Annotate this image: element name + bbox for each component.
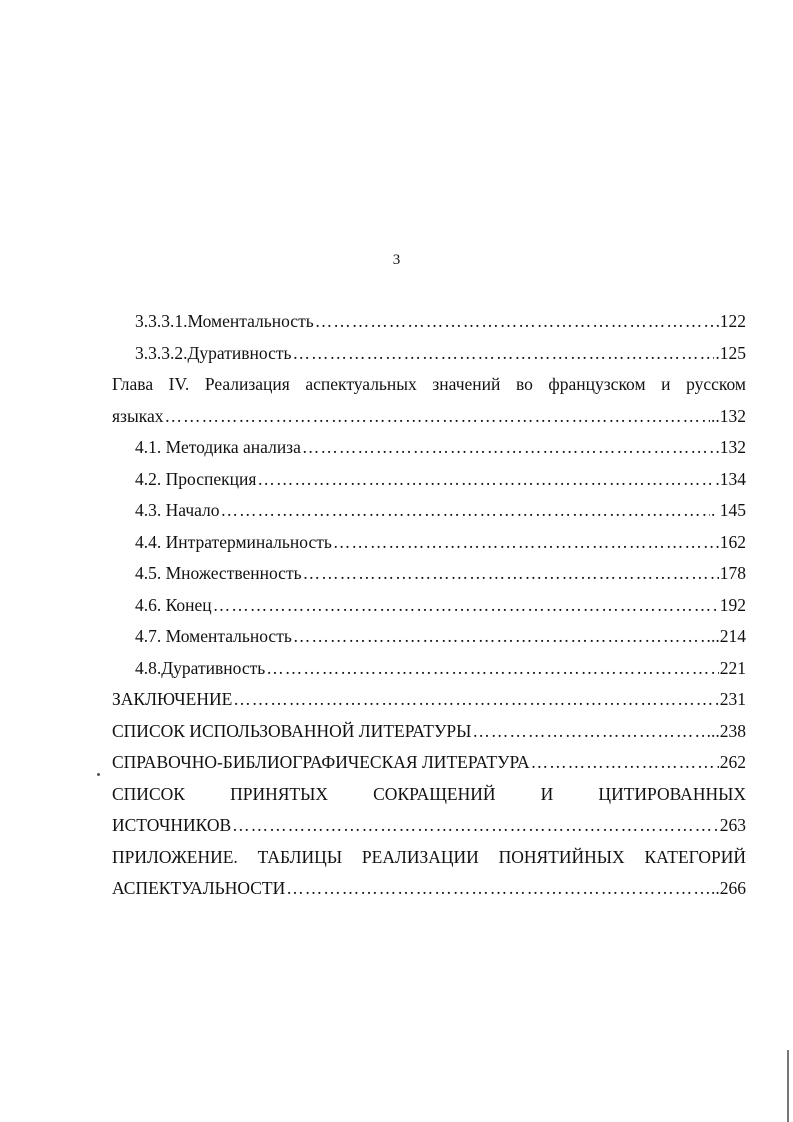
toc-entry-page: ..266: [711, 878, 746, 898]
dot-leader: [221, 495, 710, 527]
dot-leader: [333, 527, 715, 559]
toc-entry-title: 4.2. Проспекция: [135, 468, 257, 489]
toc-entry-4-4[interactable]: [112, 527, 746, 559]
toc-entry-page: . 145: [711, 500, 746, 520]
toc-entry-title: 4.7. Моментальность: [135, 626, 292, 646]
toc-entry-page: ..132: [711, 405, 746, 426]
scan-speck: [97, 773, 100, 776]
toc-entry-4-3[interactable]: [112, 495, 746, 527]
toc-entry-appendix-cont[interactable]: [112, 873, 746, 905]
toc-entry-title-continuation: АСПЕКТУАЛЬНОСТИ: [112, 878, 286, 898]
toc-entry-title: 4.3. Начало: [135, 500, 220, 520]
toc-entry-reference-literature[interactable]: [112, 747, 746, 779]
dot-leader: [266, 653, 719, 685]
toc-entry-title: 3.3.3.1.Моментальность: [135, 311, 314, 331]
toc-entry-title: 4.8.Дуративность: [135, 657, 266, 678]
toc-entry-page: 178: [719, 563, 746, 583]
toc-entry-3-3-3-2[interactable]: [112, 338, 746, 370]
toc-entry-3-3-3-1[interactable]: [112, 306, 746, 338]
dot-leader: [232, 810, 719, 842]
scan-edge-mark: [787, 1050, 789, 1122]
toc-entry-page: 132: [719, 437, 746, 457]
toc-entry-page: 221: [719, 657, 746, 678]
toc-entry-page: 263: [719, 815, 746, 835]
toc-entry-page: .125: [715, 342, 746, 363]
toc-entry-4-6[interactable]: [112, 590, 746, 622]
toc-entry-4-2[interactable]: [112, 464, 746, 496]
toc-entry-page: 262: [719, 752, 746, 772]
toc-entry-title: ЗАКЛЮЧЕНИЕ: [112, 689, 233, 709]
toc-entry-title: СПИСОК ПРИНЯТЫХ СОКРАЩЕНИЙ И ЦИТИРОВАННЫХ: [112, 783, 746, 804]
dot-leader: [303, 558, 719, 590]
toc-entry-4-1[interactable]: [112, 432, 746, 464]
dot-leader: [164, 401, 710, 433]
table-of-contents: [112, 306, 746, 905]
toc-entry-page: ...238: [706, 720, 746, 741]
dot-leader: [233, 684, 718, 716]
toc-entry-abbreviations-cont[interactable]: [112, 810, 746, 842]
toc-entry-chapter-4[interactable]: [112, 369, 746, 401]
toc-entry-title: 4.6. Конец: [135, 594, 212, 615]
toc-entry-conclusion[interactable]: [112, 684, 746, 716]
dot-leader: [293, 621, 710, 653]
toc-entry-title: ПРИЛОЖЕНИЕ. ТАБЛИЦЫ РЕАЛИЗАЦИИ ПОНЯТИЙНЫХ КАТЕГОРИЙ: [112, 846, 746, 867]
toc-entry-title: Глава IV. Реализация аспектуальных значений во французском и русском: [112, 374, 746, 394]
dot-leader: [292, 338, 714, 370]
toc-entry-4-8[interactable]: [112, 653, 746, 685]
toc-entry-bibliography[interactable]: [112, 716, 746, 748]
dot-leader: [257, 464, 714, 496]
page-number: 3: [392, 252, 401, 268]
toc-entry-4-5[interactable]: [112, 558, 746, 590]
toc-entry-page: 122: [719, 311, 746, 331]
toc-entry-page: 231: [719, 689, 746, 709]
dot-leader: [302, 432, 719, 464]
toc-entry-page: ..214: [711, 626, 746, 646]
dot-leader: [472, 716, 705, 748]
dot-leader: [213, 590, 719, 622]
toc-entry-title: 4.4. Интратерминальность: [135, 531, 332, 552]
dot-leader: [286, 873, 710, 905]
toc-entry-abbreviations[interactable]: [112, 779, 746, 811]
toc-entry-appendix[interactable]: [112, 842, 746, 874]
toc-entry-title: 4.5. Множественность: [135, 563, 302, 583]
toc-entry-title: 3.3.3.2.Дуративность: [135, 342, 292, 363]
toc-entry-title: 4.1. Методика анализа: [135, 437, 301, 457]
toc-entry-page: 192: [719, 594, 746, 615]
toc-entry-chapter-4-cont[interactable]: [112, 401, 746, 433]
dot-leader: [531, 747, 719, 779]
toc-entry-title-continuation: ИСТОЧНИКОВ: [112, 815, 232, 835]
toc-entry-4-7[interactable]: [112, 621, 746, 653]
toc-entry-page: .162: [715, 531, 746, 552]
toc-entry-title-continuation: языках: [112, 405, 164, 426]
toc-entry-title: СПРАВОЧНО-БИБЛИОГРАФИЧЕСКАЯ ЛИТЕРАТУРА: [112, 752, 530, 772]
dot-leader: [315, 306, 719, 338]
toc-entry-title: СПИСОК ИСПОЛЬЗОВАННОЙ ЛИТЕРАТУРЫ: [112, 720, 472, 741]
toc-entry-page: .134: [715, 468, 746, 489]
